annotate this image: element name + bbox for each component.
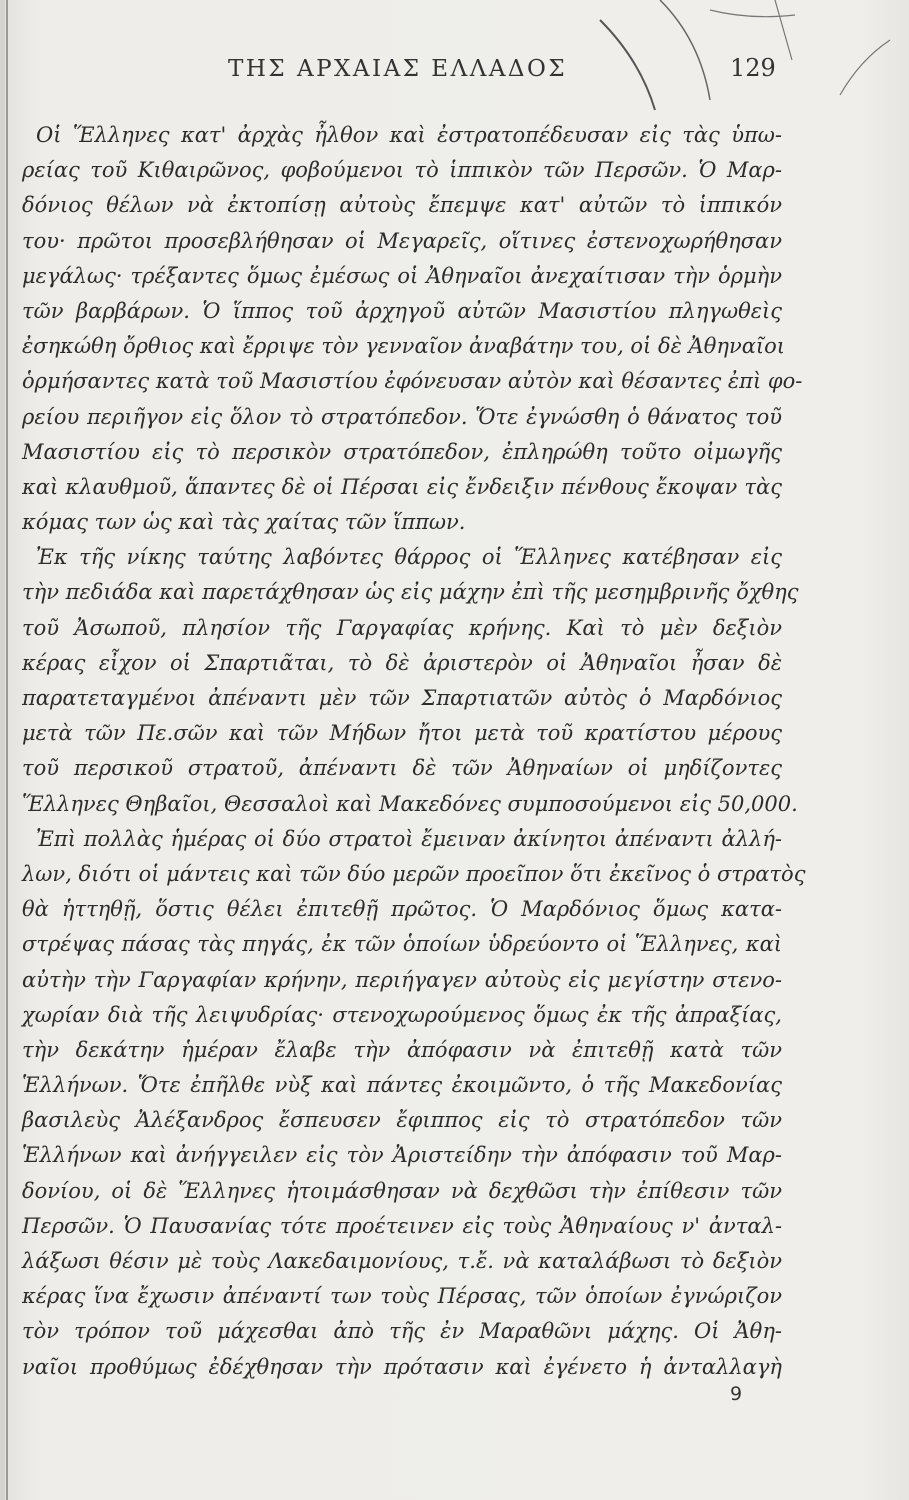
page-binding-edge (6, 0, 8, 1500)
text-line: Περσῶν. Ὁ Παυσανίας τότε προέτεινεν εἰς τοὺς Ἀθηναίους ν' ἀνταλ- (22, 1213, 782, 1238)
text-line: τὸν τρόπον τοῦ μάχεσθαι ἀπὸ τῆς ἐν Μαραθῶνι μάχης. Οἱ Ἀθη- (22, 1319, 782, 1344)
text-line: κέρας εἶχον οἱ Σπαρτιᾶται, τὸ δὲ ἀριστερὸν οἱ Ἀθηναῖοι ἦσαν δὲ (22, 650, 782, 675)
signature-mark: 9 (730, 1383, 743, 1405)
text-line: ὁρμήσαντες κατὰ τοῦ Μασιστίου ἐφόνευσαν αὐτὸν καὶ θέσαντες ἐπὶ φο- (22, 369, 803, 394)
text-line: Οἱ Ἕλληνες κατ' ἀρχὰς ἦλθον καὶ ἐστρατοπέδευσαν εἰς τὰς ὑπω- (36, 123, 782, 147)
text-line: στρέψας πάσας τὰς πηγάς, ἐκ τῶν ὁποίων ὑδρεύοντο οἱ Ἕλληνες, καὶ (22, 932, 782, 957)
text-line: ρείας τοῦ Κιθαιρῶνος, φοβούμενοι τὸ ἱππικὸν τῶν Περσῶν. Ὁ Μαρ- (22, 158, 782, 183)
text-line: τῶν βαρβάρων. Ὁ ἵππος τοῦ ἀρχηγοῦ αὐτῶν Μασιστίου πληγωθεὶς (22, 298, 782, 323)
text-line: μεγάλως· τρέξαντες ὅμως ἐμέσως οἱ Ἀθηναῖοι ἀνεχαίτισαν τὴν ὁρμὴν (22, 263, 782, 288)
text-line: μετὰ τῶν Πε.σῶν καὶ τῶν Μήδων ἤτοι μετὰ τοῦ κρατίστου μέρους (22, 721, 782, 746)
text-line: Ἑλλήνων καὶ ἀνήγγειλεν εἰς τὸν Ἀριστείδην τὴν ἀπόφασιν τοῦ Μαρ- (22, 1143, 782, 1168)
text-line: Ἑλλήνων. Ὅτε ἐπῆλθε νὺξ καὶ πάντες ἐκοιμῶντο, ὁ τῆς Μακεδονίας (22, 1073, 782, 1098)
text-line: Μασιστίου εἰς τὸ περσικὸν στρατόπεδον, ἐπληρώθη τοῦτο οἰμωγῆς (22, 439, 782, 464)
running-title: ΤΗΣ ΑΡΧΑΙΑΣ ΕΛΛΑΔΟΣ (228, 56, 568, 82)
text-line: θὰ ἡττηθῇ, ὅστις θέλει ἐπιτεθῇ πρῶτος. Ὁ Μαρδόνιος ὅμως κατα- (22, 897, 782, 922)
text-line: Ἕλληνες Θηβαῖοι, Θεσσαλοὶ καὶ Μακεδόνες συμποσούμενοι εἰς 50,000. (22, 791, 798, 816)
page-number: 129 (730, 54, 776, 82)
text-line: παρατεταγμένοι ἀπέναντι μὲν τῶν Σπαρτιατῶν αὐτὸς ὁ Μαρδόνιος (22, 686, 782, 710)
text-line: λάξωσι θέσιν μὲ τοὺς Λακεδαιμονίους, τ.ἔ. νὰ καταλάβωσι τὸ δεξιὸν (22, 1249, 782, 1273)
text-line: δόνιος θέλων νὰ ἐκτοπίσῃ αὐτοὺς ἔπεμψε κατ' αὐτῶν τὸ ἱππικόν (22, 193, 782, 218)
body-text (22, 118, 806, 1385)
text-line: ἐσηκώθη ὄρθιος καὶ ἔρριψε τὸν γενναῖον ἀναβάτην του, οἱ δὲ Ἀθηναῖοι (22, 334, 786, 359)
text-line: ρείου περιῆγον εἰς ὅλον τὸ στρατόπεδον. Ὅτε ἐγνώσθη ὁ θάνατος τοῦ (22, 404, 782, 429)
page-binding-shadow (0, 0, 5, 1500)
text-line: τὴν δεκάτην ἡμέραν ἔλαβε τὴν ἀπόφασιν νὰ ἐπιτεθῇ κατὰ τῶν (22, 1037, 782, 1062)
text-line: τοῦ Ἀσωποῦ, πλησίον τῆς Γαργαφίας κρήνης. Καὶ τὸ μὲν δεξιὸν (22, 615, 782, 640)
text-line: αὐτὴν τὴν Γαργαφίαν κρήνην, περιήγαγεν αὐτοὺς εἰς μεγίστην στενο- (22, 967, 782, 992)
text-line: Ἐπὶ πολλὰς ἡμέρας οἱ δύο στρατοὶ ἔμειναν ἀκίνητοι ἀπέναντι ἀλλή- (36, 826, 782, 851)
text-line: του· πρῶτοι προσεβλήθησαν οἱ Μεγαρεῖς, οἵτινες ἐστενοχωρήθησαν (22, 228, 782, 253)
text-line: βασιλεὺς Ἀλέξανδρος ἔσπευσεν ἔφιππος εἰς τὸ στρατόπεδον τῶν (22, 1108, 782, 1133)
text-line: κέρας ἵνα ἔχωσιν ἀπέναντί των τοὺς Πέρσας, τῶν ὁποίων ἐγνώριζον (22, 1284, 782, 1309)
text-line: τὴν πεδιάδα καὶ παρετάχθησαν ὡς εἰς μάχην ἐπὶ τῆς μεσημβρινῆς ὄχθης (22, 580, 799, 605)
text-line: τοῦ περσικοῦ στρατοῦ, ἀπέναντι δὲ τῶν Ἀθηναίων οἱ μηδίζοντες (22, 756, 782, 781)
text-line: καὶ κλαυθμοῦ, ἅπαντες δὲ οἱ Πέρσαι εἰς ἔνδειξιν πένθους ἔκοψαν τὰς (22, 474, 782, 499)
text-line: χωρίαν διὰ τῆς λειψυδρίας· στενοχωρούμενος ὅμως ἐκ τῆς ἀπραξίας, (22, 1002, 782, 1027)
text-line: ναῖοι προθύμως ἐδέχθησαν τὴν πρότασιν καὶ ἐγένετο ἡ ἀνταλλαγὴ (22, 1354, 782, 1379)
text-line: κόμας των ὡς καὶ τὰς χαίτας τῶν ἵππων. (22, 510, 466, 535)
page-header (0, 52, 909, 92)
text-line: Ἐκ τῆς νίκης ταύτης λαβόντες θάρρος οἱ Ἕλληνες κατέβησαν εἰς (36, 545, 782, 570)
text-line: δονίου, οἱ δὲ Ἕλληνες ἡτοιμάσθησαν νὰ δεχθῶσι τὴν ἐπίθεσιν τῶν (22, 1178, 782, 1203)
text-line: λων, διότι οἱ μάντεις καὶ τῶν δύο μερῶν προεῖπον ὅτι ἐκεῖνος ὁ στρατὸς (22, 861, 806, 886)
